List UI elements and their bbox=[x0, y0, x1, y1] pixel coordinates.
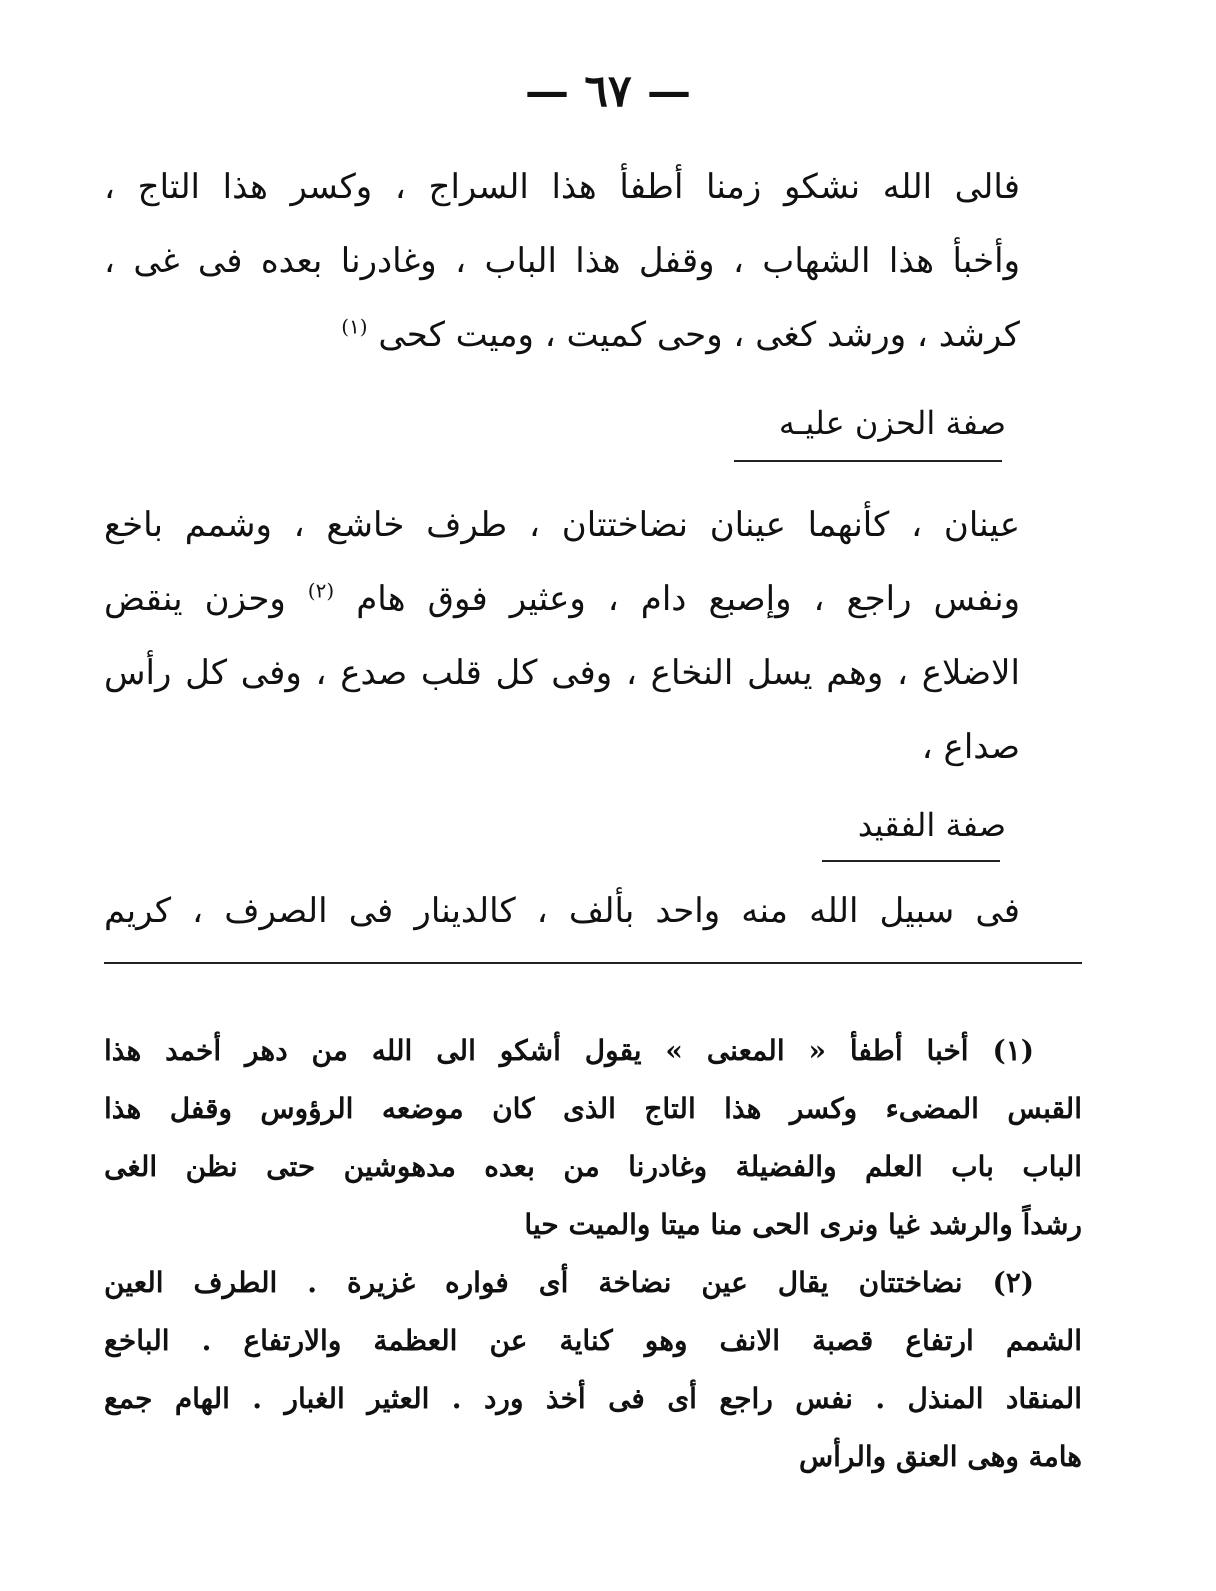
intro-line-3-text: كرشد ، ورشد كغى ، وحى كميت ، وميت كحى bbox=[378, 315, 1020, 355]
heading-underline-grief bbox=[734, 460, 1002, 462]
intro-line-2: وأخبأ هذا الشهاب ، وقفل هذا الباب ، وغادرنا بعده فى غى ، bbox=[104, 241, 1020, 281]
footnote-1-line-2: القبس المضىء وكسر هذا التاج الذى كان موضعه الرؤوس وقفل هذا bbox=[104, 1092, 1082, 1125]
deceased-line-1: فى سبيل الله منه واحد بألف ، كالدينار فى الصرف ، كريم bbox=[104, 891, 1020, 931]
footnote-1-line-3: الباب باب العلم والفضيلة وغادرنا من بعده مدهوشين حتى نظن الغى bbox=[104, 1150, 1082, 1183]
grief-line-2-tail: وحزن ينقض bbox=[104, 579, 286, 619]
grief-line-2-text: ونفس راجع ، وإصبع دام ، وعثير فوق هام bbox=[356, 579, 1020, 619]
footnote-2-line-4: هامة وهى العنق والرأس bbox=[798, 1440, 1082, 1473]
grief-line-3: الاضلاع ، وهم يسل النخاع ، وفى كل قلب صدع ، وفى كل رأس bbox=[104, 653, 1020, 693]
footnote-mark-2: (٢) bbox=[307, 578, 335, 603]
deceased-paragraph bbox=[104, 874, 1020, 948]
heading-underline-deceased bbox=[822, 860, 1000, 862]
footnote-2-line-1: (٢) نضاختتان يقال عين نضاخة أى فواره غزيرة . الطرف العين bbox=[104, 1266, 1034, 1299]
footnote-mark-1: (١) bbox=[341, 314, 368, 339]
grief-line-4: صداع ، bbox=[921, 727, 1020, 767]
grief-line-1: عينان ، كأنهما عينان نضاختتان ، طرف خاشع ، وشمم باخع bbox=[104, 505, 1020, 545]
intro-line-1: فالى الله نشكو زمنا أطفأ هذا السراج ، وكسر هذا التاج ، bbox=[104, 167, 1020, 207]
footnote-2-line-2: الشمم ارتفاع قصبة الانف وهو كناية عن العظمة والارتفاع . الباخع bbox=[104, 1324, 1082, 1357]
intro-line-3 bbox=[104, 298, 1020, 372]
grief-line-2 bbox=[104, 562, 1020, 636]
footnote-2-line-3: المنقاد المنذل . نفس راجع أى فى أخذ ورد . العثير الغبار . الهام جمع bbox=[104, 1382, 1082, 1415]
page-number: — ٦٧ — bbox=[525, 66, 691, 117]
footnotes bbox=[104, 1022, 1082, 1486]
section-heading-grief: صفة الحزن عليـه bbox=[778, 404, 1006, 442]
footnote-1-line-4: رشداً والرشد غيا ونرى الحى منا ميتا والميت حيا bbox=[524, 1208, 1082, 1241]
footnote-separator bbox=[104, 962, 1082, 964]
section-heading-deceased: صفة الفقيد bbox=[857, 806, 1006, 844]
intro-paragraph bbox=[104, 150, 1020, 372]
footnote-1-line-1: (١) أخبا أطفأ « المعنى » يقول أشكو الى الله من دهر أخمد هذا bbox=[104, 1034, 1034, 1067]
grief-paragraph bbox=[104, 488, 1020, 784]
